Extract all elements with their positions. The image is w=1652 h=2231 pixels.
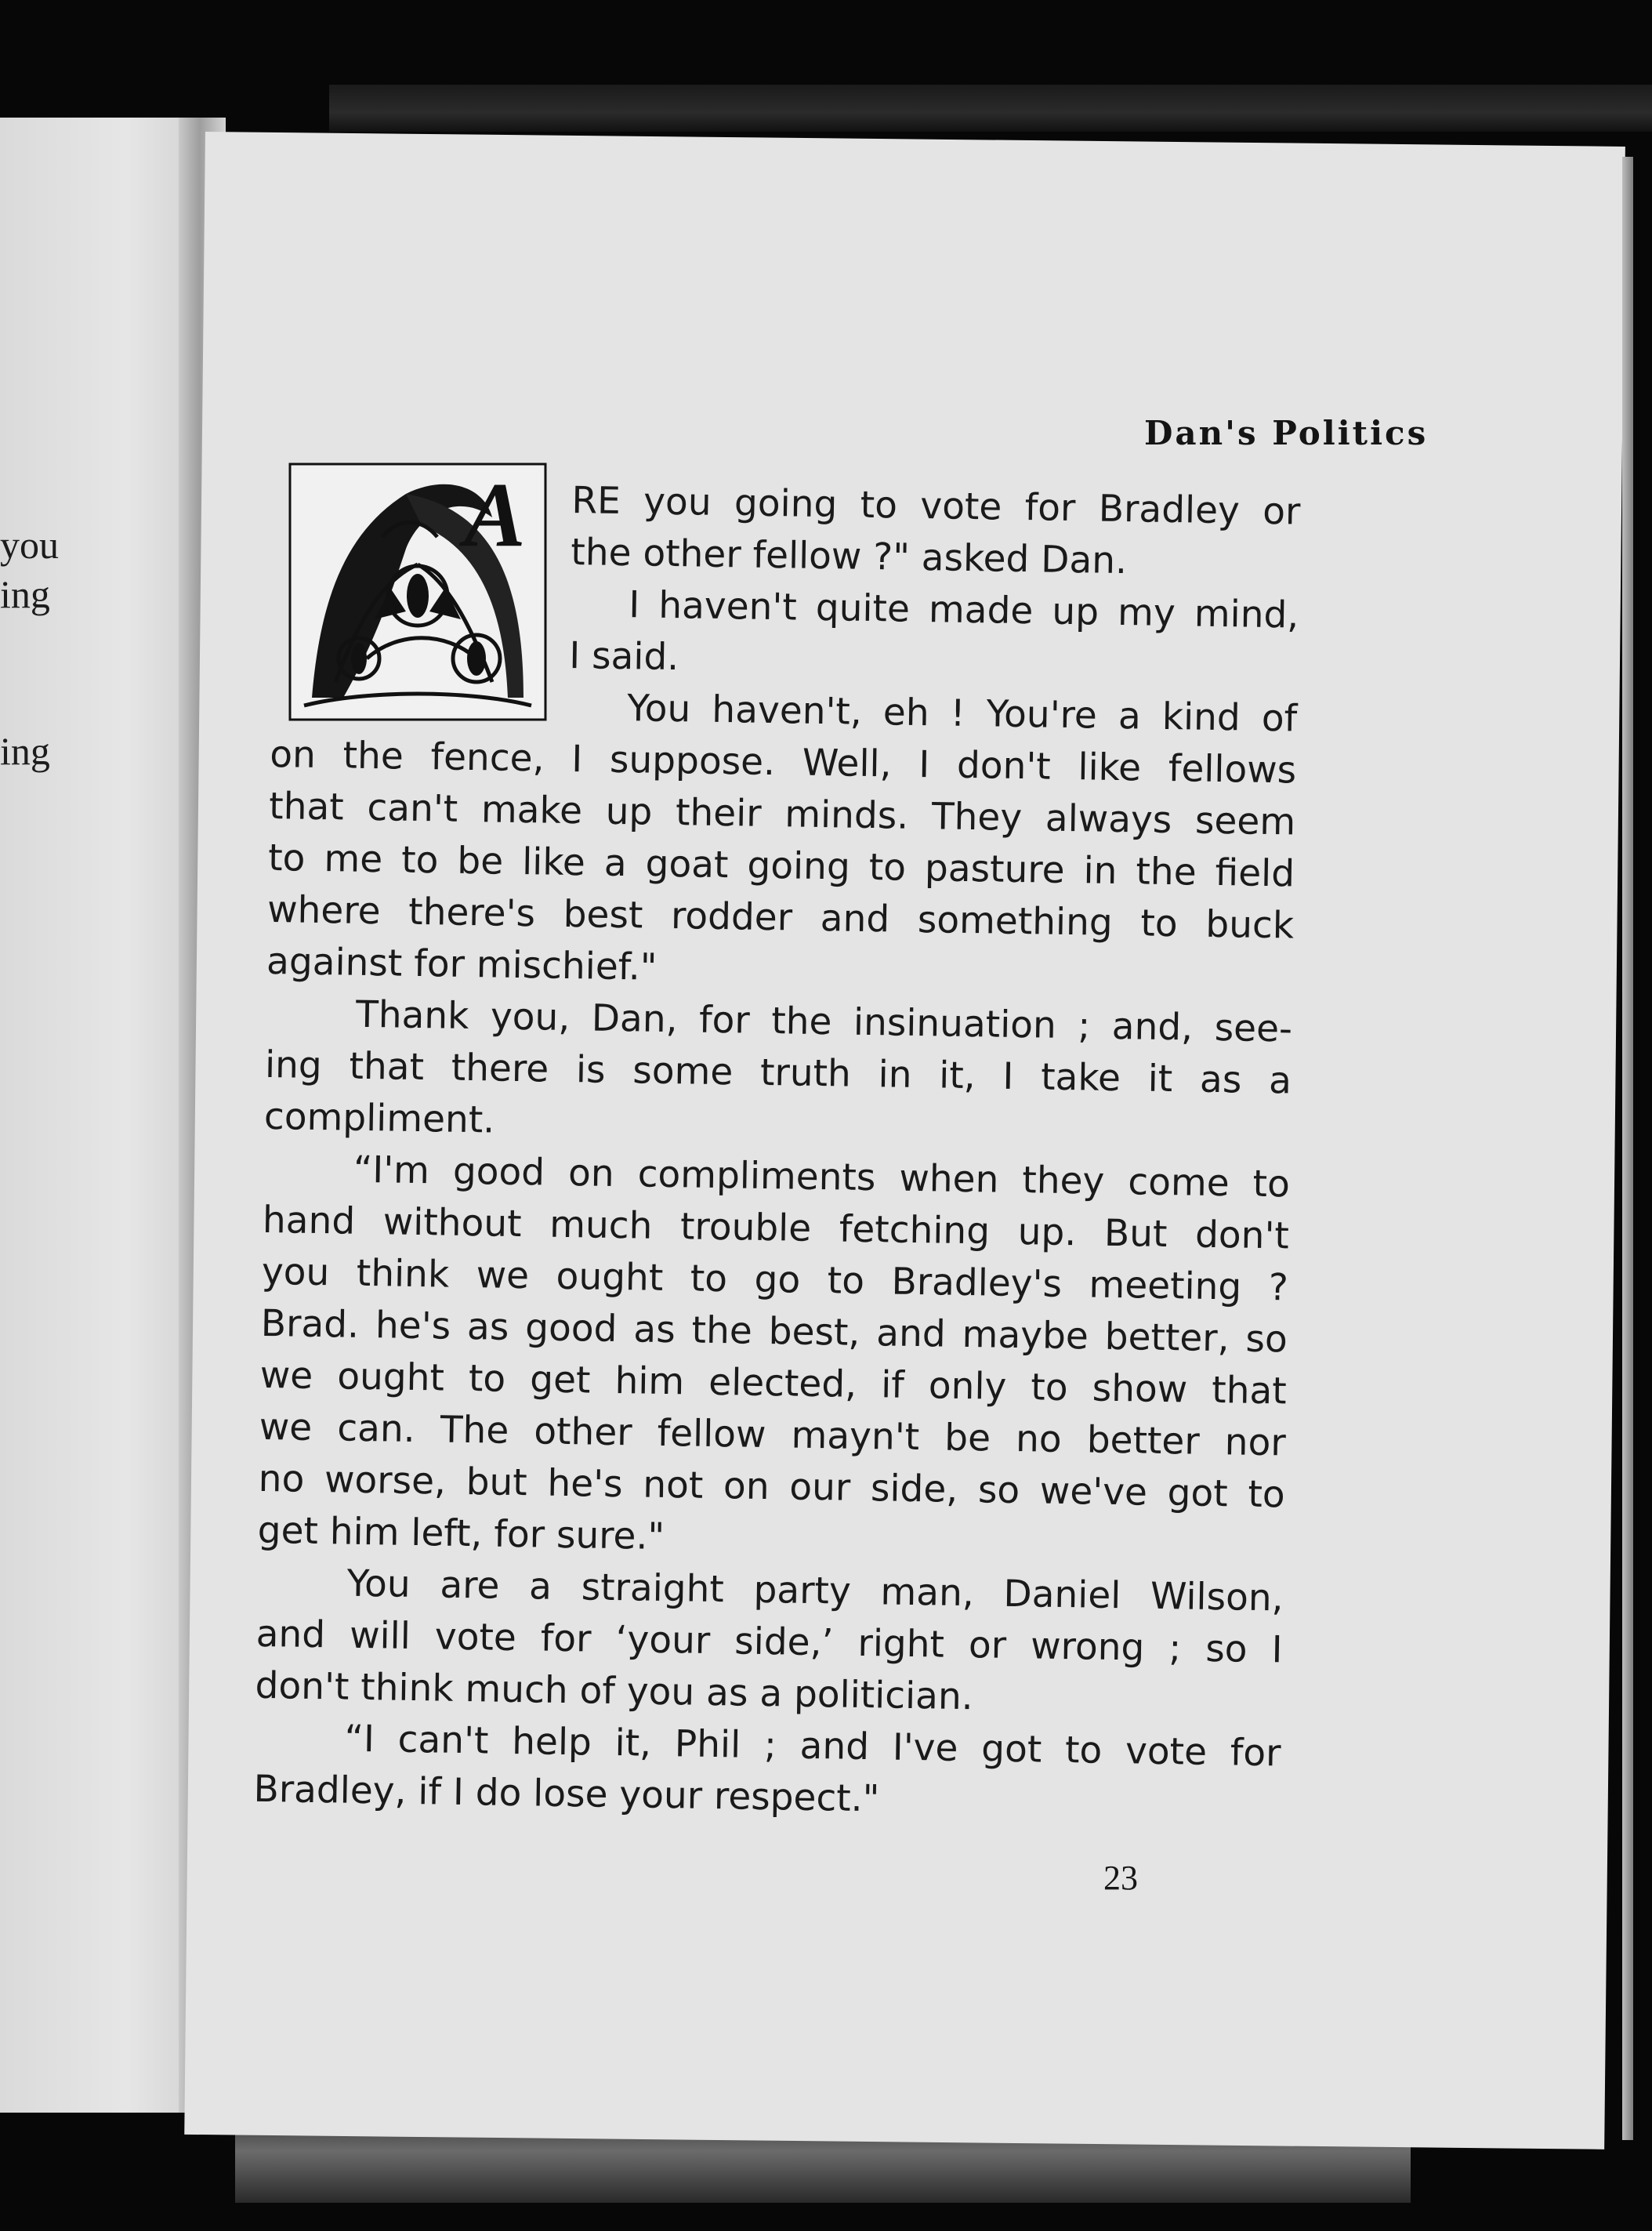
text-line: You are a straight party man, Daniel Wilson, — [346, 1562, 1284, 1620]
text-line: hand without much trouble fetching up. But don't — [262, 1198, 1290, 1258]
text-line: Thank you, Dan, for the insinuation ; and, see- — [355, 992, 1293, 1051]
text-line: that can't make up their minds. They always seem — [268, 784, 1296, 844]
text-line: I said. — [568, 633, 679, 680]
text-line: get him left, for sure." — [257, 1508, 665, 1558]
text-line: and will vote for ‘your side,’ right or wrong ; so I — [255, 1612, 1283, 1672]
left-page-fragment: you — [0, 523, 59, 567]
text-line: Brad. he's as good as the best, and maybe better, so — [260, 1301, 1288, 1362]
text-line: you think we ought to go to Bradley's meeting ? — [261, 1250, 1289, 1310]
text-line: on the fence, I suppose. Well, I don't like fellows — [269, 732, 1297, 793]
text-line: where there's best rodder and something to buck — [266, 887, 1295, 948]
running-head: Dan's Politics — [1144, 414, 1429, 452]
page-edge — [1622, 157, 1633, 2140]
text-line: we can. The other fellow mayn't be no better nor — [259, 1405, 1287, 1465]
text-line: we ought to get him elected, if only to show that — [259, 1353, 1288, 1413]
left-page-fragment: ing — [0, 729, 50, 773]
text-line: compliment. — [263, 1094, 495, 1142]
page-number: 23 — [1103, 1859, 1138, 1897]
text-line: no worse, but he's not on our side, so we've got to — [258, 1456, 1286, 1517]
text-line: against for mischief." — [266, 939, 658, 989]
scanner-edge-top — [329, 85, 1652, 132]
text-line: I haven't quite made up my mind, — [628, 583, 1299, 637]
text-line: “I can't help it, Phil ; and I've got to vote for — [344, 1717, 1281, 1776]
text-line: to me to be like a goat going to pasture in the field — [267, 836, 1295, 896]
text-line: You haven't, eh ! You're a kind of — [626, 687, 1298, 741]
text-line: ing that there is some truth in it, I take it as a — [264, 1043, 1292, 1103]
text-line: don't think much of you as a politician. — [255, 1663, 974, 1719]
text-line: the other fellow ?" asked Dan. — [570, 530, 1128, 583]
text-line: Bradley, if I do lose your respect." — [253, 1767, 880, 1821]
text-line: “I'm good on compliments when they come to — [353, 1148, 1291, 1206]
left-page-fragment: ing — [0, 572, 50, 616]
drop-cap-letter: A — [464, 463, 526, 566]
body-text — [253, 463, 1301, 1831]
text-line: RE you going to vote for Bradley or — [571, 478, 1301, 534]
